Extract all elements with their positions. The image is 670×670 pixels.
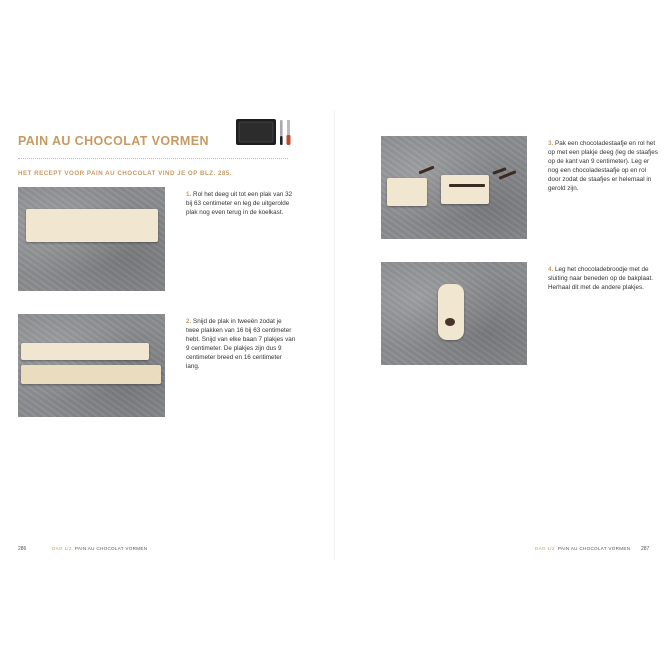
recipe-reference: HET RECEPT VOOR PAIN AU CHOCOLAT VIND JE OP BLZ. 285. bbox=[18, 170, 232, 177]
chocolate-stick-on-dough bbox=[449, 184, 485, 187]
baking-sheet-knife-icon bbox=[235, 117, 295, 147]
step-3-text: 3. Pak een chocoladestaafje en rol het op met een plakje deeg (leg de staafjes op de kant van 9 centimeter). Leg er nog een chocoladestaafje op en rol door zodat de staafjes er helemaal in gerold zijn. bbox=[548, 140, 658, 192]
step-3-photo bbox=[381, 136, 527, 239]
page-number-right: 287 bbox=[641, 546, 650, 552]
footer-left: DAG 1/2 PAIN AU CHOCOLAT VORMEN bbox=[52, 546, 148, 551]
dough-strip-top bbox=[21, 343, 149, 360]
title-divider bbox=[18, 158, 288, 159]
step-2-text: 2. Snijd de plak in tweeën zodat je twee plakken van 16 bij 63 centimeter hebt. Snijd van elke baan 7 plakjes van 9 centimeter. De plakjes zijn dus 9 centimeter breed en 16 centimeter lang. bbox=[186, 318, 296, 370]
right-page bbox=[335, 0, 670, 670]
dough-piece-with-chocolate bbox=[441, 175, 489, 204]
rolled-dough-sheet bbox=[26, 209, 158, 242]
step-1-text: 1. Rol het deeg uit tot een plak van 32 bij 63 centimeter en leg de uitgerolde plak nog even terug in de koelkast. bbox=[186, 191, 293, 216]
dough-strip-bottom bbox=[21, 365, 161, 384]
footer-right: DAG 1/2 PAIN AU CHOCOLAT VORMEN bbox=[535, 546, 631, 551]
chocolate-spiral bbox=[445, 318, 455, 326]
dough-piece-plain bbox=[387, 178, 427, 206]
step-4-text: 4. Leg het chocoladebroodje met de sluiting naar beneden op de bakplaat. Herhaal dit met de andere plakjes. bbox=[548, 266, 654, 291]
step-2-photo bbox=[18, 314, 165, 417]
page-title: PAIN AU CHOCOLAT VORMEN bbox=[18, 134, 209, 148]
page-number-left: 286 bbox=[18, 546, 27, 552]
step-4-photo bbox=[381, 262, 527, 365]
rolled-croissant bbox=[438, 284, 464, 340]
step-1-photo bbox=[18, 187, 165, 291]
